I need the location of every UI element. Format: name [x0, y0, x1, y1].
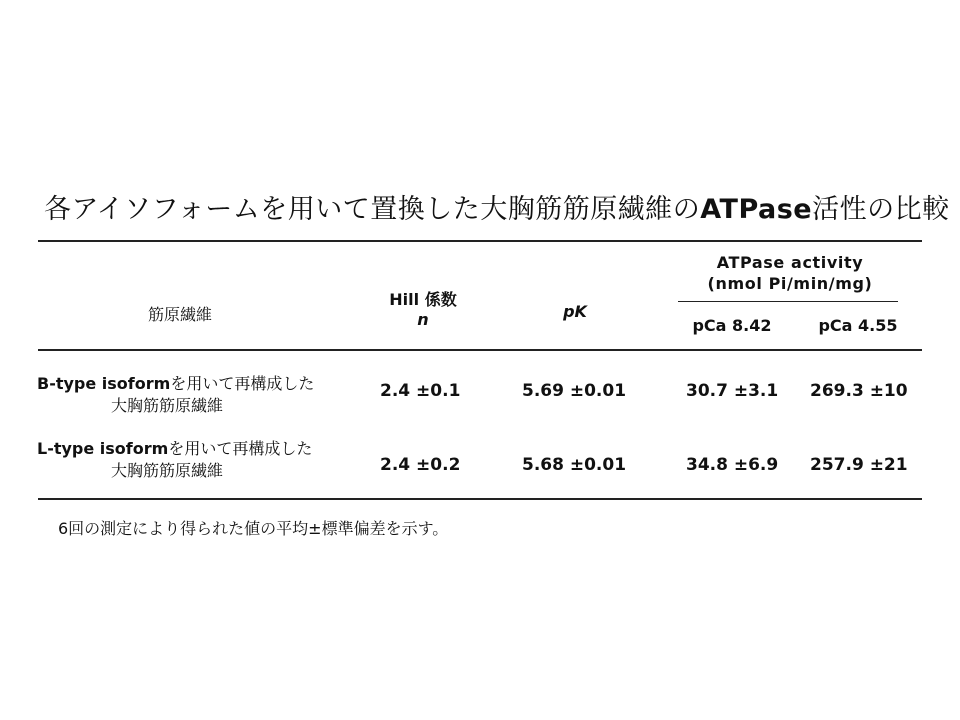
row-label-line2: 大胸筋筋原繊維 — [111, 396, 224, 415]
header-hill — [368, 290, 478, 330]
row-label-line1 — [37, 373, 314, 395]
row-label-line2: 大胸筋筋原繊維 — [111, 461, 224, 480]
header-atpase-line2: (nmol Pi/min/mg) — [707, 274, 873, 293]
header-hill-label: Hill 係数 — [389, 290, 457, 309]
row-label-b-type — [37, 373, 314, 417]
title-suffix: 活性の比較 — [812, 194, 950, 225]
header-pca-455: pCa 4.55 — [818, 316, 898, 335]
table-top-rule — [38, 240, 922, 242]
header-atpase-line1: ATPase activity — [716, 253, 864, 272]
row-label-rest: を用いて再構成した — [170, 374, 315, 393]
row-label-isoform: B-type isoform — [37, 374, 171, 393]
cell-atpase-455: 257.9 ±21 — [810, 455, 908, 475]
header-fiber: 筋原繊維 — [147, 305, 212, 324]
atpase-subheader-rule — [678, 301, 898, 302]
table-title — [44, 187, 950, 226]
table-bottom-rule — [38, 498, 922, 500]
cell-atpase-455: 269.3 ±10 — [810, 381, 908, 401]
header-hill-symbol: n — [417, 310, 429, 329]
footnote: 6回の測定により得られた値の平均±標準偏差を示す。 — [58, 519, 449, 538]
row-label-isoform: L-type isoform — [37, 439, 169, 458]
cell-atpase-842: 30.7 ±3.1 — [686, 381, 779, 401]
row-label-line1 — [37, 438, 312, 460]
header-pk — [545, 302, 605, 321]
title-bold: ATPase — [700, 194, 813, 225]
cell-pk: 5.69 ±0.01 — [522, 381, 627, 401]
cell-hill: 2.4 ±0.1 — [380, 381, 461, 401]
header-pk-label: pK — [563, 302, 587, 321]
header-pca-842: pCa 8.42 — [692, 316, 772, 335]
cell-hill: 2.4 ±0.2 — [380, 455, 461, 475]
header-atpase — [660, 252, 920, 294]
title-prefix: 各アイソフォームを用いて置換した大胸筋筋原繊維の — [44, 194, 701, 225]
table-header-rule — [38, 349, 922, 351]
cell-atpase-842: 34.8 ±6.9 — [686, 455, 779, 475]
row-label-l-type — [37, 438, 312, 482]
row-label-rest: を用いて再構成した — [168, 439, 313, 458]
cell-pk: 5.68 ±0.01 — [522, 455, 627, 475]
